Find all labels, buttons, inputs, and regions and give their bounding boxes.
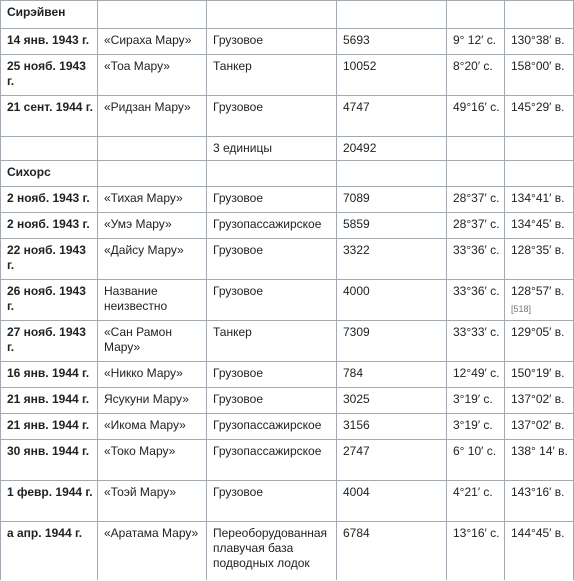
tonnage-cell: 3025: [337, 388, 447, 414]
longitude-cell: 129°05′ в.: [505, 321, 574, 362]
total-row: [1, 137, 574, 161]
date-cell: 2 нояб. 1943 г.: [1, 213, 98, 239]
latitude-cell: 28°37′ с.: [447, 213, 505, 239]
date-cell: 21 янв. 1944 г.: [1, 388, 98, 414]
section-header-row: [1, 1, 574, 29]
latitude-cell: 6° 10′ с.: [447, 440, 505, 481]
date-cell: 25 нояб. 1943 г.: [1, 55, 98, 96]
date-cell: а апр. 1944 г.: [1, 522, 98, 580]
ship-type-cell: Грузовое: [207, 96, 337, 137]
latitude-cell: 33°33′ с.: [447, 321, 505, 362]
date-cell: 22 нояб. 1943 г.: [1, 239, 98, 280]
date-cell: 26 нояб. 1943 г.: [1, 280, 98, 321]
ship-type-cell: Переоборудованная плавучая база подводных лодок: [207, 522, 337, 580]
longitude-cell: 128°35′ в.: [505, 239, 574, 280]
ship-name-cell: «Ридзан Мару»: [98, 96, 207, 137]
tonnage-cell: 3156: [337, 414, 447, 440]
latitude-cell: 12°49′ с.: [447, 362, 505, 388]
longitude-cell: [505, 280, 574, 321]
latitude-cell: 3°19′ с.: [447, 388, 505, 414]
date-cell: 21 янв. 1944 г.: [1, 414, 98, 440]
ship-type-cell: Танкер: [207, 321, 337, 362]
ship-name-cell: «Никко Мару»: [98, 362, 207, 388]
ship-name-cell: Ясукуни Мару»: [98, 388, 207, 414]
longitude-cell: 150°19′ в.: [505, 362, 574, 388]
date-cell: 1 февр. 1944 г.: [1, 481, 98, 522]
longitude-text: 128°57′ в.: [511, 284, 565, 298]
tonnage-cell: 3322: [337, 239, 447, 280]
ship-type-cell: Грузопассажирское: [207, 213, 337, 239]
tonnage-cell: 4000: [337, 280, 447, 321]
tonnage-cell: 4747: [337, 96, 447, 137]
ship-name-cell: «Сан Рамон Мару»: [98, 321, 207, 362]
date-cell: 30 янв. 1944 г.: [1, 440, 98, 481]
ship-type-cell: Грузовое: [207, 481, 337, 522]
ship-name-cell: «Дайсу Мару»: [98, 239, 207, 280]
latitude-cell: 9° 12′ с.: [447, 29, 505, 55]
ship-type-cell: Грузовое: [207, 388, 337, 414]
date-cell: 21 сент. 1944 г.: [1, 96, 98, 137]
total-tonnage: 20492: [337, 137, 447, 161]
longitude-cell: 145°29′ в.: [505, 96, 574, 137]
ship-name-cell: «Тихая Мару»: [98, 187, 207, 213]
tonnage-cell: 5693: [337, 29, 447, 55]
ship-type-cell: Грузовое: [207, 280, 337, 321]
ship-name-cell: «Тоа Мару»: [98, 55, 207, 96]
table-row: [1, 481, 574, 522]
date-cell: 2 нояб. 1943 г.: [1, 187, 98, 213]
reference-link[interactable]: [518]: [511, 304, 532, 314]
longitude-cell: 137°02′ в.: [505, 388, 574, 414]
table-row: [1, 522, 574, 580]
table-row: [1, 239, 574, 280]
longitude-cell: 134°41′ в.: [505, 187, 574, 213]
latitude-cell: 49°16′ с.: [447, 96, 505, 137]
table-row: [1, 187, 574, 213]
latitude-cell: 3°19′ с.: [447, 414, 505, 440]
longitude-cell: 143°16′ в.: [505, 481, 574, 522]
latitude-cell: 33°36′ с.: [447, 280, 505, 321]
table-row: [1, 213, 574, 239]
total-label: 3 единицы: [207, 137, 337, 161]
tonnage-cell: 10052: [337, 55, 447, 96]
tonnage-cell: 5859: [337, 213, 447, 239]
tonnage-cell: 7309: [337, 321, 447, 362]
ship-name-cell: «Аратама Мару»: [98, 522, 207, 580]
longitude-cell: 144°45′ в.: [505, 522, 574, 580]
ship-type-cell: Грузовое: [207, 239, 337, 280]
tonnage-cell: 7089: [337, 187, 447, 213]
table-row: [1, 55, 574, 96]
table-row: [1, 362, 574, 388]
ship-type-cell: Грузовое: [207, 29, 337, 55]
date-cell: 27 нояб. 1943 г.: [1, 321, 98, 362]
table-row: [1, 414, 574, 440]
longitude-cell: 138° 14′ в.: [505, 440, 574, 481]
longitude-cell: 137°02′ в.: [505, 414, 574, 440]
tonnage-cell: 6784: [337, 522, 447, 580]
table-row: [1, 96, 574, 137]
latitude-cell: 4°21′ с.: [447, 481, 505, 522]
longitude-cell: 134°45′ в.: [505, 213, 574, 239]
table-row: [1, 388, 574, 414]
section-name: Сихорс: [1, 161, 98, 187]
latitude-cell: 33°36′ с.: [447, 239, 505, 280]
latitude-cell: 8°20′ с.: [447, 55, 505, 96]
table-row: [1, 440, 574, 481]
ship-name-cell: «Тоэй Мару»: [98, 481, 207, 522]
ship-type-cell: Грузовое: [207, 362, 337, 388]
ship-type-cell: Грузовое: [207, 187, 337, 213]
latitude-cell: 13°16′ с.: [447, 522, 505, 580]
longitude-cell: 130°38′ в.: [505, 29, 574, 55]
ship-name-cell: «Умэ Мару»: [98, 213, 207, 239]
ship-name-cell: «Сираха Мару»: [98, 29, 207, 55]
ship-type-cell: Грузопассажирское: [207, 440, 337, 481]
tonnage-cell: 4004: [337, 481, 447, 522]
ship-name-cell: «Икома Мару»: [98, 414, 207, 440]
table-row: [1, 29, 574, 55]
longitude-cell: 158°00′ в.: [505, 55, 574, 96]
table-row: [1, 280, 574, 321]
section-name: Сирэйвен: [1, 1, 98, 29]
section-header-row: [1, 161, 574, 187]
date-cell: 14 янв. 1943 г.: [1, 29, 98, 55]
ship-name-cell: «Токо Мару»: [98, 440, 207, 481]
ship-type-cell: Танкер: [207, 55, 337, 96]
latitude-cell: 28°37′ с.: [447, 187, 505, 213]
tonnage-cell: 784: [337, 362, 447, 388]
ship-type-cell: Грузопассажирское: [207, 414, 337, 440]
tonnage-cell: 2747: [337, 440, 447, 481]
ship-name-cell: Название неизвестно: [98, 280, 207, 321]
date-cell: 16 янв. 1944 г.: [1, 362, 98, 388]
table-row: [1, 321, 574, 362]
